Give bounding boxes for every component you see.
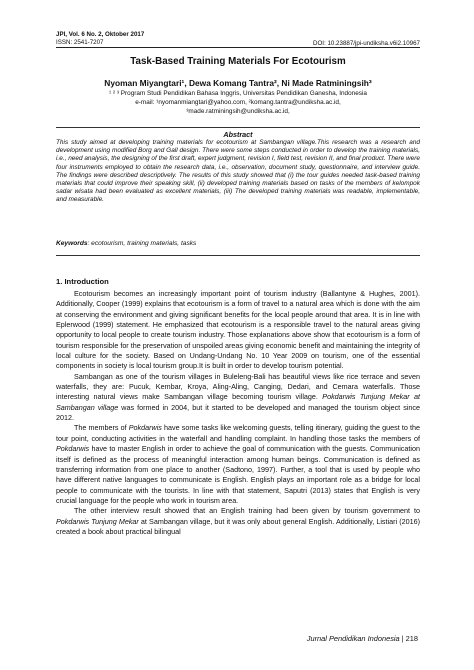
- paragraph-3-part-c: have to master English in order to achieve the goal of communication with the guests. Communication itself is defined as the process of meaningful interaction among human beings. Communication is defined as transferring information from one place to another (Sadtono, 1997). Further, a tool that is used by people who have different native languages to communicate is English. English plays an important role as a bridge for local people to communicate with the tourists. In line with that statement, Saputri (2013) states that English is very crucial language for the people who work in tourism area.: [56, 444, 420, 505]
- footer-page-number: | 218: [399, 634, 418, 643]
- paragraph-3: [56, 423, 420, 506]
- keywords-line: [56, 240, 420, 248]
- section-heading-introduction: 1. Introduction: [56, 277, 109, 286]
- keywords-value: : ecotourism, training materials, tasks: [87, 240, 197, 247]
- journal-volume-line: [56, 31, 144, 39]
- introduction-body: [56, 289, 420, 537]
- author-emails-line-1: e-mail: ¹nyomanmiangtari@yahoo.com, ²komang.tantra@undiksha.ac.id,: [135, 99, 341, 106]
- header-rule: [56, 47, 420, 48]
- journal-volume-text: JPI, Vol. 6 No. 2, Oktober 2017: [56, 31, 145, 38]
- abstract-bottom-rule: [56, 255, 420, 256]
- paragraph-2-part-b: was formed in 2004, but it started to be developed and managed the tourism object since 2012.: [56, 402, 420, 423]
- keywords-label: Keywords: [56, 240, 88, 247]
- paragraph-1: Ecotourism becomes an increasingly important point of tourism industry (Ballantyne & Hughes, 2001). Additionally, Cooper (1999) explains that ecotourism is a form of travel to a natural area which is done with the aim at conserving the environment and giving significant benefits for the local people around that area. It is in line with Eplerwood (1999) statement. He emphasized that ecotourism is a responsible travel to the natural areas giving opportunity to local people to create tourism industry. Those explanations above show that ecotourism is a form of tourism responsible for the preservation of unspoiled areas giving economic benefit and maintaining the integrity of local culture for the society. Based on Undang-Undang No. 10 Year 2009 on tourism, one of the essential components in society is local tourism group.It is built in order to develop tourism potential.: [56, 289, 420, 371]
- issn-line: ISSN: 2541-7207: [56, 39, 104, 46]
- author-affiliation: ¹ ² ³ Program Studi Pendidikan Bahasa Inggris, Universitas Pendidikan Ganesha, Indonesia: [109, 90, 367, 97]
- paper-authors: Nyoman Miyangtari¹, Dewa Komang Tantra², Ni Made Ratminingsih³: [104, 78, 372, 88]
- paragraph-2-part-a: Sambangan as one of the tourism villages in Buleleng-Bali has beautiful views like rice terrace and seven waterfalls, they are: Pucuk, Kembar, Kroya, Aling-Aling, Canging, Dedari, and Cemara waterfalls. Those interesting natural views make Sambangan village becoming tourism village.: [56, 371, 420, 402]
- footer-journal-name: Jurnal Pendidikan Indonesia: [306, 634, 400, 643]
- paragraph-2-italic: Pokdarwis Tunjung Mekar at Sambangan village: [56, 392, 420, 412]
- paragraph-3-italic-2: Pokdarwis: [56, 444, 90, 454]
- abstract-top-rule: [56, 127, 420, 128]
- paragraph-4-italic: Pokdarwis Tunjung Mekar: [56, 516, 139, 526]
- doi-line: DOI: 10.23887/jpi-undiksha.v6i2.10967: [313, 40, 420, 47]
- abstract-text: This study aimed at developing training materials for ecotourism at Sambangan village.This research was a research and development using modified Borg and Gall design. There were some steps conducted in order to develop the training materials, i.e., need analysis, the designing of the first draft, expert judgment, revision I, field test, revision II, and final product. There were four instruments employed to obtain the research data, i.e., observation, document study, questionnaire, and interview guide. The findings were described descriptively. The results of this study showed that (i) the tour guides needed task-based training materials that could improve their speaking skill, (ii) developed training materials based on tasks of the members of kelompok sadar wisata had been evaluated as excellent materials, (iii) The developed training materials was readable, implementable, and measurable.: [56, 139, 420, 204]
- abstract-heading: Abstract: [223, 130, 253, 139]
- paragraph-4-part-a: The other interview result showed that an English training had been given by tourism government to: [74, 506, 420, 516]
- paper-title: Task-Based Training Materials For Ecotourism: [130, 56, 346, 67]
- paragraph-3-part-a: The members of: [74, 423, 129, 433]
- paragraph-4: [56, 506, 420, 537]
- author-emails-line-2: ³made.ratminingsih@undiksha.ac.id,: [186, 108, 290, 115]
- paragraph-2: [56, 372, 420, 424]
- paragraph-3-part-b: have some tasks like welcoming guests, telling itinerary, guiding the guest to the tour point, conducting activities in the waterfall and handling complaint. In handling those tasks the members of: [56, 423, 420, 443]
- page-footer: [307, 634, 418, 643]
- paragraph-4-part-b: at Sambangan village, but it was only about general English. Additionally, Listiari (2016) created a book about practical bilingual: [56, 516, 420, 536]
- paragraph-3-italic-1: Pokdarwis: [128, 423, 162, 433]
